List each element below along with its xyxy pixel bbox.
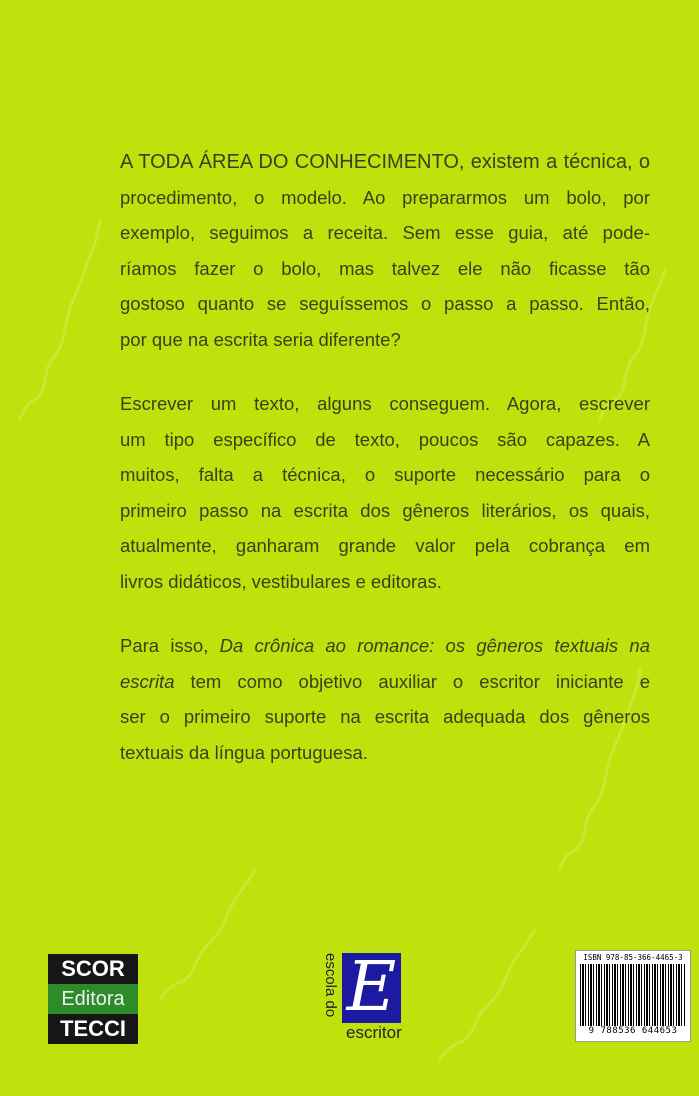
logo-text: escritor <box>346 1023 402 1042</box>
logo-letter: E <box>342 953 401 1023</box>
paragraph-2 <box>120 386 650 599</box>
paragraph-3 <box>120 628 650 770</box>
barcode-digits: 9 788536 644653 <box>588 1026 678 1036</box>
logo-text: Editora <box>48 984 138 1014</box>
decorative-squiggle <box>160 870 255 1000</box>
lead-text: A TODA ÁREA DO CONHECIMENTO, existem a técnica, o <box>120 151 650 173</box>
book-title: Da crônica ao romance: os gêneros textuais na <box>219 635 651 656</box>
text-line: exemplo, seguimos a receita. Sem esse guia, até pode- <box>120 222 650 243</box>
text-line <box>120 144 650 180</box>
text-line: procedimento, o modelo. Ao prepararmos um bolo, por <box>120 186 650 208</box>
isbn-barcode <box>575 950 691 1042</box>
text-line: gostoso quanto se seguíssemos o passo a passo. Então, <box>120 293 650 314</box>
text-line: Para isso, Da crônica ao romance: os gêneros textuais na <box>120 635 651 656</box>
decorative-squiggle <box>20 220 100 420</box>
text-line: textuais da língua portuguesa. <box>120 741 368 763</box>
text-line: um tipo específico de texto, poucos são capazes. A <box>120 428 650 450</box>
text-line: atualmente, ganharam grande valor pela cobrança em <box>120 535 650 556</box>
decorative-squiggle <box>440 930 535 1060</box>
text-line: primeiro passo na escrita dos gêneros literários, os quais, <box>120 499 650 521</box>
paragraph-1 <box>120 144 650 357</box>
logo-text: TECCI <box>48 1014 138 1044</box>
escola-do-escritor-logo <box>316 950 426 1042</box>
text-line: ser o primeiro suporte na escrita adequada dos gêneros <box>120 706 650 727</box>
text-line: Escrever um texto, alguns conseguem. Agora, escrever <box>120 393 650 414</box>
book-title: escrita <box>120 670 175 692</box>
scor-editora-tecci-logo <box>48 954 138 1044</box>
cover-text <box>120 144 650 799</box>
text-line: livros didáticos, vestibulares e editoras. <box>120 570 442 592</box>
logo-text: SCOR <box>48 954 138 984</box>
barcode-bars <box>580 964 686 1026</box>
isbn-text: ISBN 978-85-366-4465-3 <box>583 953 683 962</box>
text-line: escrita tem como objetivo auxiliar o escritor iniciante e <box>120 670 650 692</box>
text-line: ríamos fazer o bolo, mas talvez ele não ficasse tão <box>120 257 650 279</box>
text-line: muitos, falta a técnica, o suporte necessário para o <box>120 464 650 485</box>
logo-text: escola do <box>322 953 339 1018</box>
text-line: por que na escrita seria diferente? <box>120 328 401 350</box>
